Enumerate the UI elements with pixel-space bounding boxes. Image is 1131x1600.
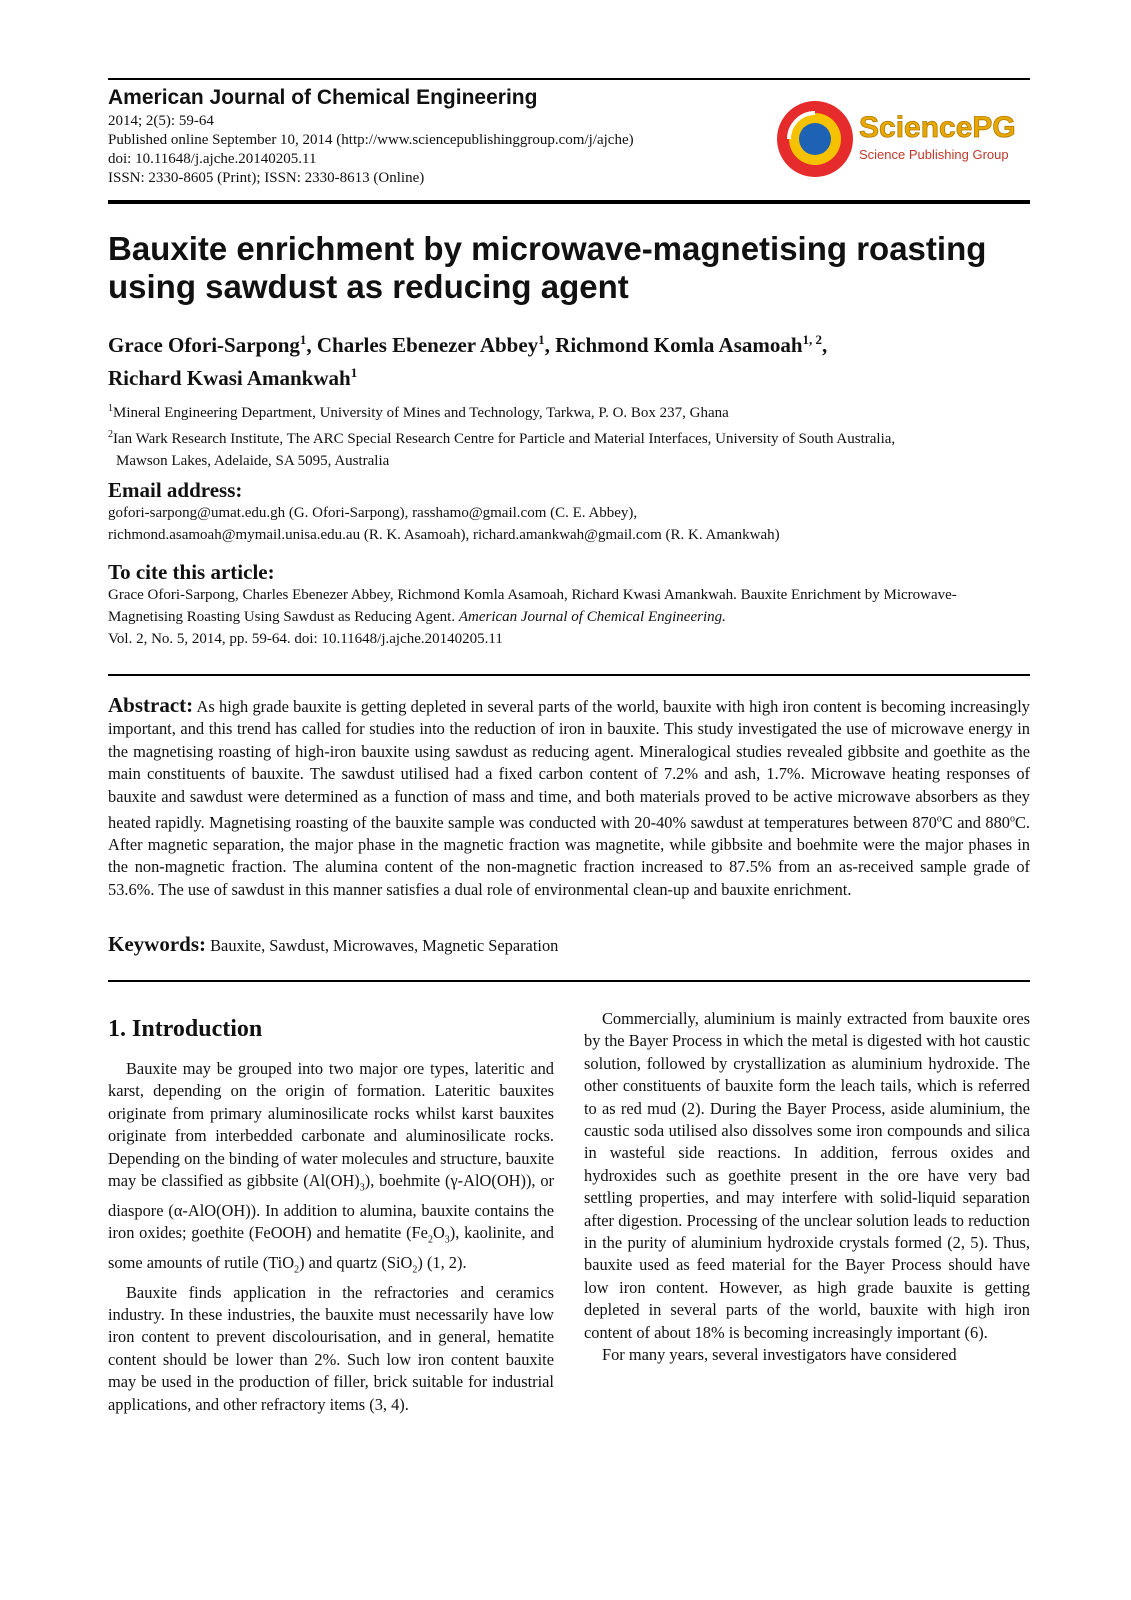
- cite-heading: To cite this article:: [108, 560, 275, 584]
- abstract-label: Abstract:: [108, 693, 194, 717]
- title-line-2: using sawdust as reducing agent: [108, 268, 629, 305]
- email-heading: Email address:: [108, 478, 243, 502]
- author-3-affil: 1, 2: [802, 332, 823, 347]
- author-1-affil: 1: [299, 332, 307, 347]
- abstract: [108, 694, 1030, 901]
- citation: [108, 584, 1030, 650]
- journal-name: American Journal of Chemical Engineering: [108, 86, 538, 109]
- intro-p1-e: ) and quartz (SiO: [299, 1252, 413, 1272]
- sub-2b: 2: [294, 1264, 300, 1276]
- author-list: [108, 326, 1030, 392]
- intro-p1-b: ), boehmite (γ-AlO(OH)), or diaspore (α-AlO(OH)). In addition to alumina, bauxite contains the iron oxides; goethite (FeOOH) and hematite (Fe: [108, 1171, 555, 1243]
- abstract-text: [108, 697, 1030, 899]
- author-2-affil: 1: [538, 332, 545, 347]
- title-line-1: Bauxite enrichment by microwave-magnetising roasting: [108, 230, 987, 267]
- keywords: [108, 932, 558, 957]
- author-1: Grace Ofori-Sarpong: [108, 333, 300, 357]
- email-line-2: richmond.asamoah@mymail.unisa.edu.au (R. K. Asamoah), richard.amankwah@gmail.com (R. K. Amankwah): [108, 527, 780, 543]
- sciencepg-logo-icon: [775, 97, 1030, 181]
- email-list: [108, 502, 780, 546]
- intro-p1-f: ) (1, 2).: [417, 1252, 467, 1272]
- affil-1: Mineral Engineering Department, University of Mines and Technology, Tarkwa, P. O. Box 237, Ghana: [113, 405, 729, 421]
- sub-2c: 2: [412, 1264, 418, 1276]
- intro-paragraph-3: Commercially, aluminium is mainly extracted from bauxite ores by the Bayer Process in which the metal is digested with hot caustic solution, followed by crystallization as aluminium hydroxide. The other constituents of bauxite form the leach tails, which is referred to as red mud (2). During the Bayer Process, aside aluminium, the caustic soda utilised also dissolves some iron compounds and silica in wasteful side reactions. In addition, ferrous oxides and hydroxides such as goethite present in the ore have very bad settling properties, and may interfere with solid-liquid separation after digestion. Processing of the unclear solution leads to reduction in the purity of aluminium hydroxide crystals formed (2, 5). Thus, bauxite used as feed material for the Bayer Process should have low iron content. However, as high grade bauxite is getting depleted in several parts of the world, bauxite with high iron content of about 18% is becoming increasingly important (6).: [584, 1009, 1030, 1342]
- author-2: , Charles Ebenezer Abbey: [306, 333, 539, 357]
- intro-paragraph-1: [108, 1058, 554, 1282]
- paper-title: [108, 230, 1030, 306]
- sub-3b: 3: [444, 1234, 450, 1246]
- meta-issn: ISSN: 2330-8605 (Print); ISSN: 2330-8613 (Online): [108, 170, 425, 186]
- intro-paragraph-2: Bauxite finds application in the refractories and ceramics industry. In these industries, the bauxite must necessarily have low iron content to prevent discolourisation, and in general, hematite content should be lower than 2%. Such low iron content bauxite may be used in the production of filler, brick suitable for industrial applications, and other refractory items (3, 4).: [108, 1282, 554, 1414]
- degree-mark-2: o: [1009, 813, 1015, 825]
- sub-3: 3: [359, 1182, 365, 1194]
- column-right: [584, 1008, 1030, 1367]
- intro-p1-a: Bauxite may be grouped into two major ore types, lateritic and karst, depending on the origin of formation. Lateritic bauxites originate from primary aluminosilicate rocks whilst karst bauxites originate from interbedded carbonate and aluminosilicate rocks. Depending on the binding of water molecules and structure, bauxite may be classified as gibbsite (Al(OH): [108, 1059, 554, 1191]
- sub-2: 2: [427, 1234, 433, 1246]
- author-3: , Richmond Komla Asamoah: [544, 333, 803, 357]
- meta-published: Published online September 10, 2014 (http://www.sciencepublishinggroup.com/j/ajche): [108, 132, 634, 148]
- affil-2: Ian Wark Research Institute, The ARC Special Research Centre for Particle and Material Interfaces, University of South Australia,: [113, 431, 896, 447]
- body-top-rule: [108, 980, 1030, 982]
- intro-heading: 1. Introduction: [108, 1016, 263, 1042]
- affiliations: [108, 398, 1030, 472]
- author-separator: ,: [822, 333, 828, 357]
- affil-1-mark: 1: [108, 403, 113, 414]
- abstract-top-rule: [108, 674, 1030, 676]
- citation-tail: Vol. 2, No. 5, 2014, pp. 59-64. doi: 10.11648/j.ajche.20140205.11: [108, 631, 503, 647]
- intro-p1-c: O: [432, 1223, 445, 1243]
- author-4: Richard Kwasi Amankwah: [108, 366, 351, 390]
- logo-name: SciencePG: [859, 111, 1016, 144]
- intro-p1-d: ), kaolinite, and some amounts of rutile (TiO: [108, 1223, 554, 1272]
- sciencepg-logo: [775, 97, 1030, 181]
- top-rule: [108, 78, 1030, 80]
- journal-meta: [108, 112, 634, 188]
- citation-text: Grace Ofori-Sarpong, Charles Ebenezer Abbey, Richmond Komla Asamoah, Richard Kwasi Amankwah. Bauxite Enrichment by Microwave-Magnetising Roasting Using Sawdust as Reducing Agent.: [108, 587, 957, 625]
- degree-mark-1: o: [936, 813, 942, 825]
- affil-2-cont: Mawson Lakes, Adelaide, SA 5095, Australia: [116, 453, 390, 469]
- abstract-part-1: As high grade bauxite is getting depleted in several parts of the world, bauxite with high iron content is becoming increasingly important, and this trend has called for studies into the reduction of iron in bauxite. This study investigated the use of microwave energy in the magnetising roasting of high-iron bauxite using sawdust as reducing agent. Mineralogical studies revealed gibbsite and goethite as the main constituents of bauxite. The sawdust utilised had a fixed carbon content of 7.2% and ash, 1.7%. Microwave heating responses of bauxite and sawdust were determined as a function of mass and time, and both materials proved to be active microwave absorbers as they heated rapidly. Magnetising roasting of the bauxite sample was conducted with 20-40% sawdust at temperatures between 870: [108, 697, 1030, 832]
- meta-issue: 2014; 2(5): 59-64: [108, 113, 214, 129]
- author-4-affil: 1: [350, 365, 358, 380]
- keywords-text: Bauxite, Sawdust, Microwaves, Magnetic Separation: [210, 936, 559, 955]
- logo-tagline: Science Publishing Group: [859, 147, 1009, 162]
- keywords-label: Keywords:: [108, 932, 206, 956]
- abstract-part-2: C and 880: [941, 812, 1010, 832]
- affil-2-mark: 2: [108, 429, 113, 440]
- citation-journal: American Journal of Chemical Engineering.: [458, 609, 726, 625]
- intro-paragraph-4: For many years, several investigators have considered: [602, 1345, 957, 1365]
- meta-doi: doi: 10.11648/j.ajche.20140205.11: [108, 151, 317, 167]
- column-left: [108, 1058, 554, 1416]
- header-bottom-rule: [108, 200, 1030, 204]
- abstract-part-3: C. After magnetic separation, the major phase in the magnetic fraction was magnetite, while gibbsite and boehmite were the major phases in the non-magnetic fraction. The alumina content of the non-magnetic fraction increased to 87.5% from an as-received sample grade of 53.6%. The use of sawdust in this manner satisfies a dual role of environmental clean-up and bauxite enrichment.: [108, 812, 1030, 899]
- email-line-1: gofori-sarpong@umat.edu.gh (G. Ofori-Sarpong), rasshamo@gmail.com (C. E. Abbey),: [108, 505, 638, 521]
